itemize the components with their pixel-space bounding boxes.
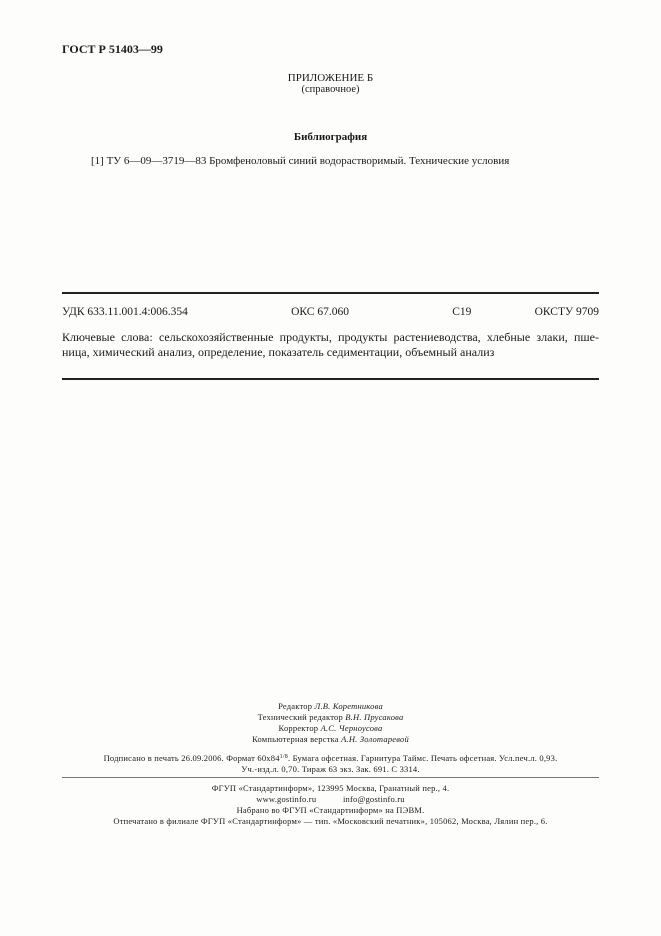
okstu-code: ОКСТУ 9709 [534, 306, 599, 318]
imprint-rule [62, 777, 599, 778]
format-fraction: 1/8 [279, 754, 288, 760]
group-code: С19 [452, 306, 472, 318]
imprint-editor [0, 701, 661, 711]
tech-editor-name: В.Н. Прусакова [345, 712, 404, 722]
corrector-label: Корректор [278, 723, 319, 733]
imprint-layout [0, 734, 661, 744]
appendix-title: ПРИЛОЖЕНИЕ Б [287, 72, 374, 84]
imprint-publisher: ФГУП «Стандартинформ», 123995 Москва, Гранатный пер., 4. [211, 783, 450, 793]
editor-label: Редактор [278, 701, 313, 711]
publisher-email: info@gostinfo.ru [342, 794, 405, 804]
publisher-web: www.gostinfo.ru [256, 794, 317, 804]
imprint-typeset: Набрано во ФГУП «Стандартинформ» на ПЭВМ. [236, 805, 425, 815]
layout-label: Компьютерная верстка [252, 734, 339, 744]
layout-name: А.Н. Золотаревой [341, 734, 409, 744]
oks-code: ОКС 67.060 [291, 306, 349, 318]
classification-row [62, 306, 599, 318]
imprint-printed: Отпечатано в филиале ФГУП «Стандартинформ» — тип. «Московский печатник», 105062, Москва, Лялин пер., 6. [113, 816, 548, 826]
print-details-b: . Бумага офсетная. Гарнитура Таймс. Печать офсетная. Усл.печ.л. 0,93. [287, 753, 558, 763]
standard-code: ГОСТ Р 51403—99 [62, 42, 163, 56]
keywords-block [62, 330, 599, 360]
imprint-print-details-2: Уч.-изд.л. 0,70. Тираж 63 экз. Зак. 691. С 3314. [241, 764, 420, 774]
bibliography-heading: Библиография [293, 131, 368, 143]
corrector-name: А.С. Черноусова [320, 723, 383, 733]
appendix-subtitle: (справочное) [301, 84, 360, 95]
bibliography-entry: [1] ТУ 6—09—3719—83 Бромфеноловый синий водорастворимый. Технические условия [91, 155, 510, 167]
editor-name: Л.В. Коретникова [314, 701, 383, 711]
keywords-line-2: ница, химический анализ, определение, показатель седиментации, объемный анализ [62, 345, 495, 359]
imprint-print-details [0, 753, 661, 763]
section-rule-top [62, 292, 599, 294]
section-rule-bottom [62, 378, 599, 380]
udk-code: УДК 633.11.001.4:006.354 [62, 306, 188, 318]
keywords-line-1: Ключевые слова: сельскохозяйственные продукты, продукты растениеводства, хлебные злаки, пше- [62, 330, 599, 344]
imprint-corrector [0, 723, 661, 733]
imprint-contacts [0, 794, 661, 804]
print-details-a: Подписано в печать 26.09.2006. Формат 60x84 [103, 753, 280, 763]
tech-editor-label: Технический редактор [257, 712, 343, 722]
imprint-tech-editor [0, 712, 661, 722]
